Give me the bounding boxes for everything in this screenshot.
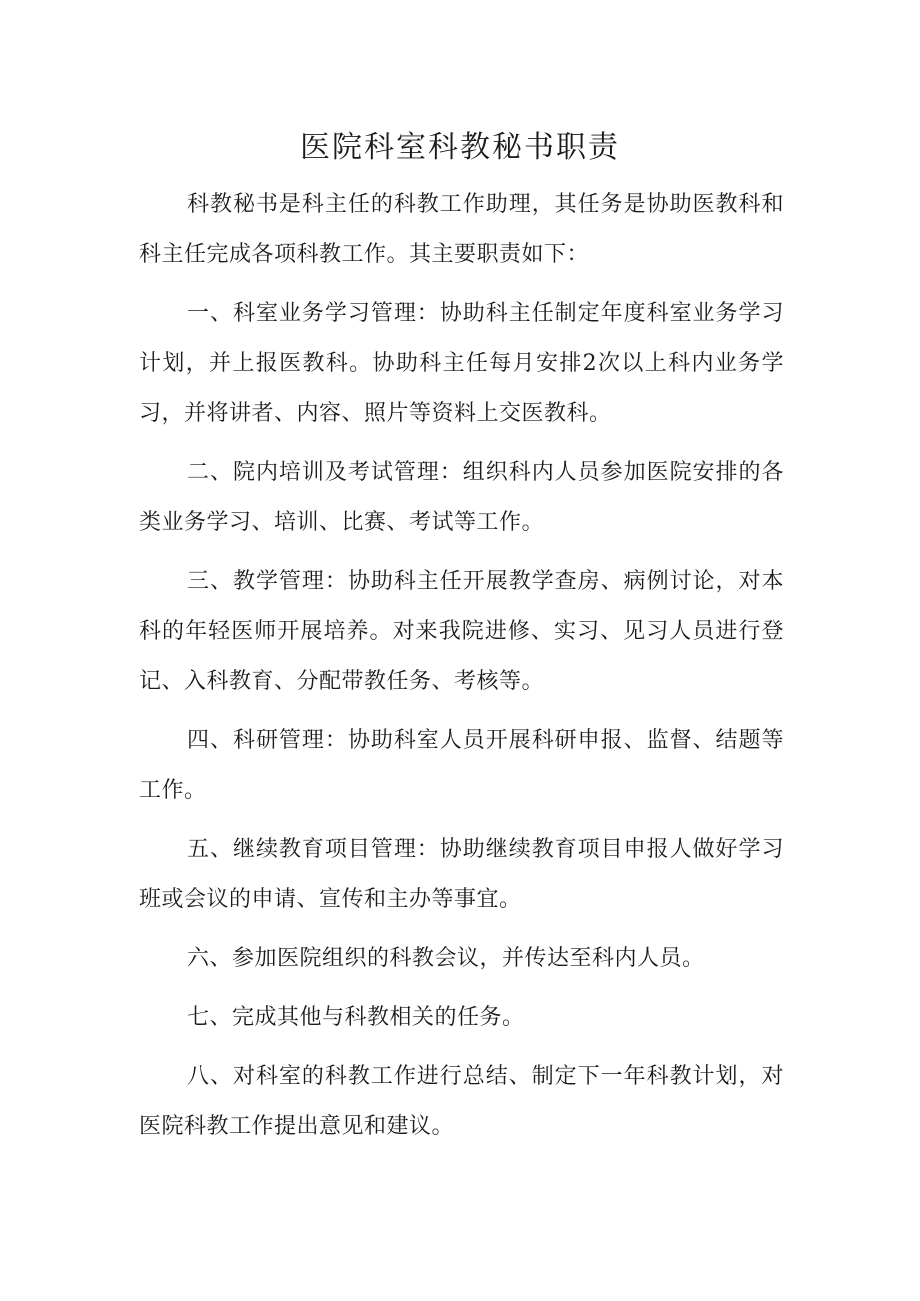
duty-item-5: 五、继续教育项目管理：协助继续教育项目申报人做好学习班或会议的申请、宣传和主办等事宜。 bbox=[139, 837, 784, 912]
duty-item-6: 六、参加医院组织的科教会议，并传达至科内人员。 bbox=[187, 946, 705, 971]
duty-item-8: 八、对科室的科教工作进行总结、制定下一年科教计划，对医院科教工作提出意见和建议。 bbox=[139, 1064, 784, 1139]
duty-item-7: 七、完成其他与科教相关的任务。 bbox=[187, 1005, 525, 1030]
duty-item-1: 一、科室业务学习管理：协助科主任制定年度科室业务学习计划，并上报医教科。协助科主任每月安排2次以上科内业务学习，并将讲者、内容、照片等资料上交医教科。 bbox=[139, 301, 784, 426]
document-body bbox=[139, 180, 784, 1161]
document-title: 医院科室科教秘书职责 bbox=[300, 130, 620, 165]
duty-item-4: 四、科研管理：协助科室人员开展科研申报、监督、结题等工作。 bbox=[139, 728, 784, 803]
duty-item-3: 三、教学管理：协助科主任开展教学查房、病例讨论，对本科的年轻医师开展培养。对来我院进修、实习、见习人员进行登记、入科教育、分配带教任务、考核等。 bbox=[139, 569, 784, 694]
duty-item-2: 二、院内培训及考试管理：组织科内人员参加医院安排的各类业务学习、培训、比赛、考试等工作。 bbox=[139, 460, 784, 535]
intro-paragraph: 科教秘书是科主任的科教工作助理，其任务是协助医教科和科主任完成各项科教工作。其主要职责如下： bbox=[139, 192, 784, 267]
